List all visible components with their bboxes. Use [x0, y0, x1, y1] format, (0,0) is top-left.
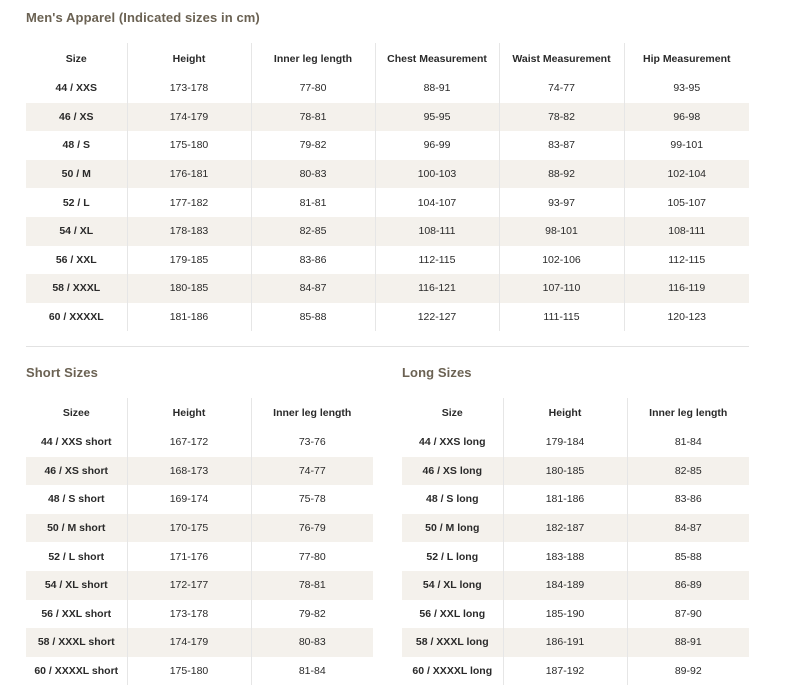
measurement-cell: 104-107 — [375, 188, 499, 217]
measurement-cell: 74-77 — [251, 457, 373, 486]
size-cell: 56 / XXL long — [419, 607, 486, 620]
size-cell: 52 / L — [62, 196, 90, 209]
table-row — [26, 274, 749, 303]
measurement-cell: 181-186 — [503, 485, 627, 514]
size-cell: 58 / XXXL short — [26, 628, 127, 657]
size-cell: 60 / XXXXL — [48, 311, 104, 324]
measurement-cell: 96-99 — [375, 131, 499, 160]
size-cell: 46 / XS — [26, 103, 127, 132]
measurement-cell: 84-87 — [627, 514, 749, 543]
measurement-cell: 116-119 — [624, 274, 749, 303]
mens-apparel-title: Men's Apparel (Indicated sizes in cm) — [26, 10, 260, 25]
measurement-cell: 107-110 — [499, 274, 624, 303]
measurement-cell: 87-90 — [627, 600, 749, 629]
mens-size-table — [26, 43, 749, 331]
measurement-cell: 73-76 — [251, 428, 373, 457]
table-row — [402, 600, 749, 629]
table-row — [26, 571, 373, 600]
size-cell: 46 / XS short — [26, 457, 127, 486]
measurement-cell: 95-95 — [375, 103, 499, 132]
size-cell: 48 / S short — [47, 493, 105, 506]
size-cell: 52 / L long — [426, 550, 479, 563]
measurement-cell: 187-192 — [503, 657, 627, 686]
size-cell: 48 / S — [62, 139, 90, 152]
measurement-cell: 88-91 — [627, 628, 749, 657]
measurement-cell: 178-183 — [127, 217, 251, 246]
size-cell: 54 / XL — [26, 217, 127, 246]
measurement-cell: 179-184 — [503, 428, 627, 457]
measurement-cell: 183-188 — [503, 542, 627, 571]
table-row — [26, 600, 373, 629]
column-header: Sizee — [62, 407, 90, 419]
measurement-cell: 172-177 — [127, 571, 251, 600]
measurement-cell: 83-87 — [499, 131, 624, 160]
column-header: Inner leg length — [627, 398, 749, 428]
table-row — [402, 628, 749, 657]
table-row — [402, 428, 749, 457]
measurement-cell: 171-176 — [127, 542, 251, 571]
measurement-cell: 108-111 — [624, 217, 749, 246]
measurement-cell: 179-185 — [127, 246, 251, 275]
table-row — [402, 542, 749, 571]
measurement-cell: 116-121 — [375, 274, 499, 303]
measurement-cell: 180-185 — [503, 457, 627, 486]
table-row — [402, 571, 749, 600]
size-cell: 44 / XXS — [55, 82, 97, 95]
measurement-cell: 83-86 — [251, 246, 375, 275]
measurement-cell: 88-91 — [375, 74, 499, 103]
measurement-cell: 175-180 — [127, 131, 251, 160]
measurement-cell: 180-185 — [127, 274, 251, 303]
size-cell: 48 / S long — [425, 493, 479, 506]
measurement-cell: 79-82 — [251, 131, 375, 160]
measurement-cell: 182-187 — [503, 514, 627, 543]
measurement-cell: 80-83 — [251, 160, 375, 189]
size-cell: 56 / XXL — [55, 253, 97, 266]
table-row — [26, 103, 749, 132]
measurement-cell: 74-77 — [499, 74, 624, 103]
size-cell: 52 / L short — [48, 550, 105, 563]
measurement-cell: 174-179 — [127, 103, 251, 132]
size-cell: 58 / XXXL — [26, 274, 127, 303]
column-header: Inner leg length — [251, 398, 373, 428]
measurement-cell: 78-81 — [251, 571, 373, 600]
measurement-cell: 105-107 — [624, 188, 749, 217]
column-header: Height — [127, 398, 251, 428]
table-row — [402, 657, 749, 686]
column-header: Height — [127, 43, 251, 74]
table-row — [402, 457, 749, 486]
measurement-cell: 86-89 — [627, 571, 749, 600]
measurement-cell: 120-123 — [624, 303, 749, 332]
size-cell: 60 / XXXXL short — [34, 665, 119, 678]
column-header: Size — [441, 407, 463, 419]
measurement-cell: 112-115 — [375, 246, 499, 275]
measurement-cell: 170-175 — [127, 514, 251, 543]
measurement-cell: 102-106 — [499, 246, 624, 275]
table-row — [26, 160, 749, 189]
size-cell: 54 / XL short — [26, 571, 127, 600]
measurement-cell: 186-191 — [503, 628, 627, 657]
measurement-cell: 122-127 — [375, 303, 499, 332]
table-row — [402, 485, 749, 514]
table-row — [26, 542, 373, 571]
measurement-cell: 173-178 — [127, 74, 251, 103]
table-row — [26, 428, 373, 457]
measurement-cell: 85-88 — [251, 303, 375, 332]
measurement-cell: 174-179 — [127, 628, 251, 657]
measurement-cell: 96-98 — [624, 103, 749, 132]
short-size-table — [26, 398, 373, 685]
measurement-cell: 99-101 — [624, 131, 749, 160]
measurement-cell: 175-180 — [127, 657, 251, 686]
table-row — [26, 657, 373, 686]
size-cell: 44 / XXS short — [40, 436, 112, 449]
measurement-cell: 181-186 — [127, 303, 251, 332]
table-row — [26, 246, 749, 275]
column-header: Size — [65, 52, 87, 65]
measurement-cell: 177-182 — [127, 188, 251, 217]
measurement-cell: 77-80 — [251, 542, 373, 571]
measurement-cell: 111-115 — [499, 303, 624, 332]
measurement-cell: 89-92 — [627, 657, 749, 686]
table-row — [26, 131, 749, 160]
measurement-cell: 77-80 — [251, 74, 375, 103]
measurement-cell: 82-85 — [627, 457, 749, 486]
column-header: Chest Measurement — [375, 43, 499, 74]
measurement-cell: 93-97 — [499, 188, 624, 217]
table-row — [26, 514, 373, 543]
table-row — [26, 628, 373, 657]
measurement-cell: 78-82 — [499, 103, 624, 132]
measurement-cell: 82-85 — [251, 217, 375, 246]
section-divider — [26, 346, 749, 347]
size-cell: 60 / XXXXL long — [412, 665, 493, 678]
measurement-cell: 185-190 — [503, 600, 627, 629]
table-row — [26, 188, 749, 217]
size-cell: 50 / M short — [26, 514, 127, 543]
table-row — [26, 303, 749, 332]
measurement-cell: 79-82 — [251, 600, 373, 629]
measurement-cell: 84-87 — [251, 274, 375, 303]
long-sizes-title: Long Sizes — [402, 365, 472, 380]
size-cell: 50 / M — [26, 160, 127, 189]
table-row — [402, 514, 749, 543]
table-row — [26, 74, 749, 103]
long-size-table — [402, 398, 749, 685]
measurement-cell: 173-178 — [127, 600, 251, 629]
measurement-cell: 102-104 — [624, 160, 749, 189]
short-sizes-title: Short Sizes — [26, 365, 98, 380]
measurement-cell: 76-79 — [251, 514, 373, 543]
measurement-cell: 98-101 — [499, 217, 624, 246]
column-header: Inner leg length — [251, 43, 375, 74]
measurement-cell: 176-181 — [127, 160, 251, 189]
size-cell: 44 / XXS long — [418, 436, 486, 449]
size-cell: 56 / XXL short — [41, 607, 112, 620]
measurement-cell: 168-173 — [127, 457, 251, 486]
measurement-cell: 81-81 — [251, 188, 375, 217]
measurement-cell: 81-84 — [251, 657, 373, 686]
measurement-cell: 81-84 — [627, 428, 749, 457]
measurement-cell: 112-115 — [624, 246, 749, 275]
column-header: Waist Measurement — [499, 43, 624, 74]
table-row — [26, 217, 749, 246]
measurement-cell: 80-83 — [251, 628, 373, 657]
measurement-cell: 100-103 — [375, 160, 499, 189]
size-cell: 50 / M long — [402, 514, 503, 543]
measurement-cell: 88-92 — [499, 160, 624, 189]
measurement-cell: 78-81 — [251, 103, 375, 132]
measurement-cell: 85-88 — [627, 542, 749, 571]
measurement-cell: 108-111 — [375, 217, 499, 246]
column-header: Height — [503, 398, 627, 428]
size-cell: 58 / XXXL long — [402, 628, 503, 657]
measurement-cell: 83-86 — [627, 485, 749, 514]
size-cell: 46 / XS long — [402, 457, 503, 486]
table-row — [26, 457, 373, 486]
column-header: Hip Measurement — [624, 43, 749, 74]
measurement-cell: 75-78 — [251, 485, 373, 514]
table-row — [26, 485, 373, 514]
measurement-cell: 93-95 — [624, 74, 749, 103]
size-cell: 54 / XL long — [402, 571, 503, 600]
measurement-cell: 169-174 — [127, 485, 251, 514]
measurement-cell: 167-172 — [127, 428, 251, 457]
measurement-cell: 184-189 — [503, 571, 627, 600]
